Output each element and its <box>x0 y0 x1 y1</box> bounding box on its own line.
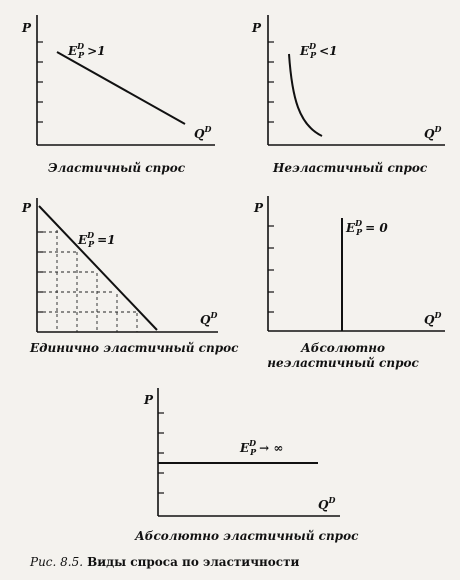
q-axis-label: $Q^D$ <box>200 310 218 327</box>
p-axis-label: P <box>144 393 154 407</box>
elasticity-label: $E^D$ P =1 <box>78 230 116 249</box>
q-axis-label: $Q^D$ <box>318 495 336 512</box>
demand-curve <box>57 52 185 124</box>
caption-inelastic: Неэластичный спрос <box>273 161 428 175</box>
p-axis-label: P <box>252 21 262 35</box>
elasticity-label: $E^D$ P → ∞ <box>240 438 284 457</box>
panel-perfectly-inelastic <box>253 196 445 370</box>
caption-perfectly-elastic: Абсолютно эластичный спрос <box>135 529 359 543</box>
caption-unit-elastic: Единично эластичный спрос <box>30 341 239 355</box>
y-axis-ticks <box>268 226 274 312</box>
y-axis-ticks <box>158 413 164 493</box>
q-axis-label: $Q^D$ <box>194 124 212 141</box>
panel-inelastic <box>251 15 445 175</box>
elasticity-label: $E^D$ P <1 <box>300 41 338 60</box>
caption-line-2: неэластичный спрос <box>267 356 419 370</box>
q-axis-label: $Q^D$ <box>424 124 442 141</box>
demand-curve <box>289 54 322 136</box>
elasticity-label: $E^D$ P = 0 <box>346 218 388 237</box>
caption-line-1: Абсолютно <box>301 341 385 355</box>
panel-perfectly-elastic <box>134 388 359 543</box>
caption-elastic: Эластичный спрос <box>48 161 186 175</box>
p-axis-label: P <box>254 201 264 215</box>
p-axis-label: P <box>22 21 32 35</box>
y-axis-ticks <box>37 42 43 122</box>
elasticity-label: $E^D$ P >1 <box>68 41 106 60</box>
y-axis-ticks <box>268 42 274 122</box>
panel-unit-elastic <box>21 198 239 355</box>
p-axis-label: P <box>22 201 32 215</box>
q-axis-label: $Q^D$ <box>424 310 442 327</box>
figure-caption: Рис. 8.5. Виды спроса по эластичности <box>30 555 300 569</box>
panel-elastic <box>21 15 215 175</box>
